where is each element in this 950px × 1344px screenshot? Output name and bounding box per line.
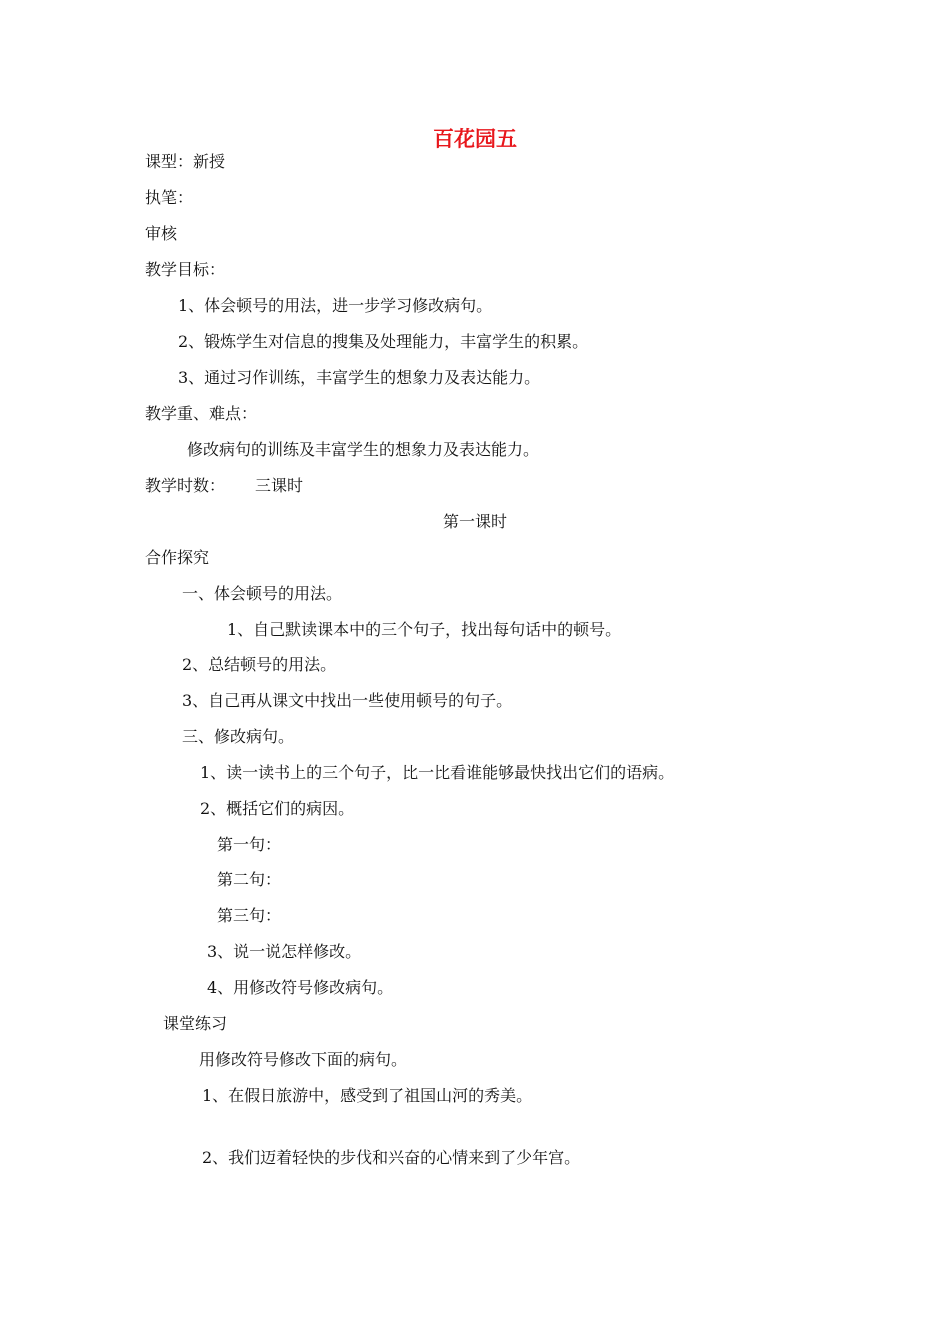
hours-value: 三课时 (255, 476, 304, 495)
cooperative-heading: 合作探究 (145, 548, 210, 567)
course-type: 课型：新授 (145, 152, 226, 171)
document-title: 百花园五 (433, 126, 517, 151)
part-one-item: 3、自己再从课文中找出一些使用顿号的句子。 (182, 691, 513, 710)
author-line: 执笔： (145, 188, 194, 207)
objective-item: 2、锻炼学生对信息的搜集及处理能力，丰富学生的积累。 (178, 332, 589, 351)
hours-label: 教学时数： (145, 476, 226, 495)
sentence-label: 第一句： (217, 835, 282, 854)
practice-item: 1、在假日旅游中，感受到了祖国山河的秀美。 (202, 1086, 533, 1105)
teaching-hours (145, 476, 303, 496)
key-points-text: 修改病句的训练及丰富学生的想象力及表达能力。 (187, 440, 540, 459)
practice-instruction: 用修改符号修改下面的病句。 (199, 1050, 408, 1069)
objective-item: 3、通过习作训练，丰富学生的想象力及表达能力。 (178, 368, 541, 387)
part-three-heading: 三、修改病句。 (182, 727, 295, 746)
practice-item: 2、我们迈着轻快的步伐和兴奋的心情来到了少年宫。 (202, 1148, 581, 1167)
reviewer-line: 审核 (145, 224, 178, 243)
key-points-heading: 教学重、难点： (145, 404, 258, 423)
part-three-item: 2、概括它们的病因。 (200, 799, 355, 818)
sentence-label: 第二句： (217, 870, 282, 889)
part-three-item: 1、读一读书上的三个句子，比一比看谁能够最快找出它们的语病。 (200, 763, 675, 782)
part-one-heading: 一、体会顿号的用法。 (182, 584, 343, 603)
practice-heading: 课堂练习 (163, 1014, 228, 1033)
objectives-heading: 教学目标： (145, 260, 226, 279)
part-one-item: 2、总结顿号的用法。 (182, 655, 337, 674)
part-one-item: 1、自己默读课本中的三个句子，找出每句话中的顿号。 (227, 620, 622, 639)
part-three-item: 3、说一说怎样修改。 (207, 942, 362, 961)
lesson-title: 第一课时 (442, 512, 507, 531)
sentence-label: 第三句： (217, 906, 282, 925)
objective-item: 1、体会顿号的用法，进一步学习修改病句。 (178, 296, 493, 315)
part-three-item: 4、用修改符号修改病句。 (207, 978, 394, 997)
